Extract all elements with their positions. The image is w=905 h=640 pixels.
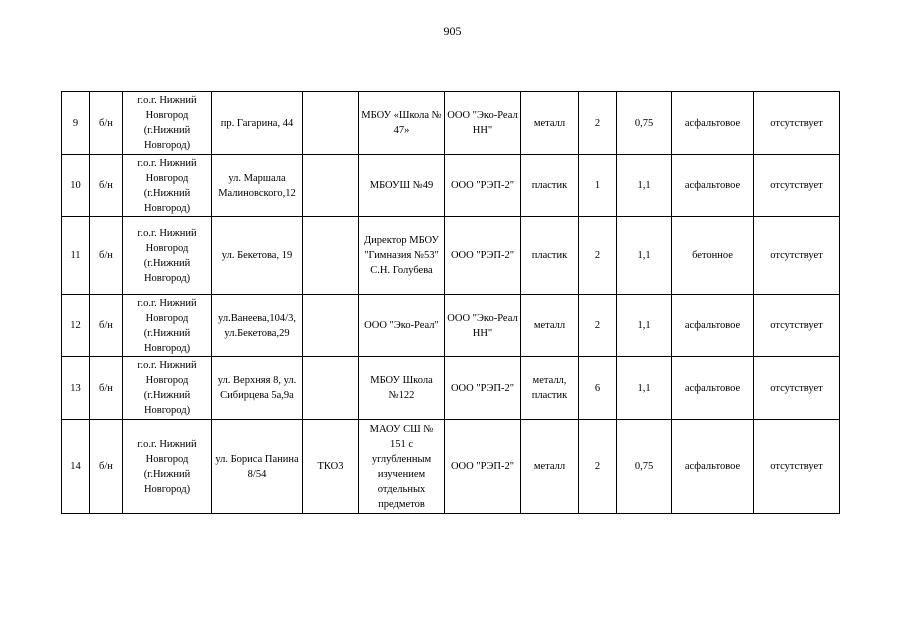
cell-kind [303, 295, 359, 357]
cell-surface: асфальтовое [672, 155, 754, 217]
cell-address: ул.Ванеева,104/3, ул.Бекетова,29 [212, 295, 303, 357]
cell-address: ул. Бекетова, 19 [212, 217, 303, 295]
cell-reg: б/н [90, 420, 123, 514]
cell-count: 6 [579, 357, 617, 420]
cell-count: 1 [579, 155, 617, 217]
cell-volume: 1,1 [617, 295, 672, 357]
page-number: 905 [443, 24, 462, 38]
cell-owner: МБОУ Школа №122 [359, 357, 445, 420]
cell-kind [303, 357, 359, 420]
cell-kind [303, 217, 359, 295]
cell-volume: 0,75 [617, 420, 672, 514]
cell-num: 14 [62, 420, 90, 514]
cell-municipality: г.о.г. Нижний Новгород (г.Нижний Новгород) [123, 217, 212, 295]
cell-surface: асфальтовое [672, 295, 754, 357]
table-row [62, 217, 840, 295]
cell-num: 12 [62, 295, 90, 357]
cell-operator: ООО "Эко-Реал НН" [445, 295, 521, 357]
cell-reg: б/н [90, 155, 123, 217]
cell-reg: б/н [90, 92, 123, 155]
table-row [62, 92, 840, 155]
cell-owner: МАОУ СШ № 151 с углубленным изучением отдельных предметов [359, 420, 445, 514]
cell-owner: МБОУ «Школа № 47» [359, 92, 445, 155]
cell-material: металл [521, 92, 579, 155]
table-row [62, 420, 840, 514]
cell-reg: б/н [90, 217, 123, 295]
cell-reg: б/н [90, 295, 123, 357]
cell-municipality: г.о.г. Нижний Новгород (г.Нижний Новгород) [123, 420, 212, 514]
cell-operator: ООО "РЭП-2" [445, 217, 521, 295]
cell-address: ул. Верхняя 8, ул. Сибирцева 5а,9а [212, 357, 303, 420]
cell-surface: асфальтовое [672, 357, 754, 420]
cell-kind [303, 92, 359, 155]
cell-municipality: г.о.г. Нижний Новгород (г.Нижний Новгород) [123, 357, 212, 420]
cell-operator: ООО "РЭП-2" [445, 155, 521, 217]
cell-municipality: г.о.г. Нижний Новгород (г.Нижний Новгород) [123, 295, 212, 357]
cell-fence: отсутствует [754, 295, 840, 357]
registry-table [61, 91, 840, 514]
cell-kind: ТКО3 [303, 420, 359, 514]
cell-volume: 1,1 [617, 155, 672, 217]
cell-num: 9 [62, 92, 90, 155]
cell-volume: 1,1 [617, 217, 672, 295]
cell-fence: отсутствует [754, 92, 840, 155]
cell-fence: отсутствует [754, 420, 840, 514]
cell-fence: отсутствует [754, 357, 840, 420]
cell-fence: отсутствует [754, 155, 840, 217]
cell-volume: 1,1 [617, 357, 672, 420]
table-row [62, 295, 840, 357]
cell-kind [303, 155, 359, 217]
cell-municipality: г.о.г. Нижний Новгород (г.Нижний Новгород) [123, 92, 212, 155]
cell-address: пр. Гагарина, 44 [212, 92, 303, 155]
cell-material: металл [521, 295, 579, 357]
cell-municipality: г.о.г. Нижний Новгород (г.Нижний Новгород) [123, 155, 212, 217]
cell-material: пластик [521, 217, 579, 295]
cell-num: 10 [62, 155, 90, 217]
cell-count: 2 [579, 420, 617, 514]
cell-operator: ООО "РЭП-2" [445, 420, 521, 514]
cell-count: 2 [579, 92, 617, 155]
table-row [62, 155, 840, 217]
cell-reg: б/н [90, 357, 123, 420]
cell-address: ул. Маршала Малиновского,12 [212, 155, 303, 217]
cell-count: 2 [579, 217, 617, 295]
cell-material: металл, пластик [521, 357, 579, 420]
cell-owner: Директор МБОУ "Гимназия №53" С.Н. Голубева [359, 217, 445, 295]
cell-surface: бетонное [672, 217, 754, 295]
cell-owner: ООО "Эко-Реал" [359, 295, 445, 357]
cell-operator: ООО "РЭП-2" [445, 357, 521, 420]
cell-material: пластик [521, 155, 579, 217]
cell-num: 11 [62, 217, 90, 295]
cell-volume: 0,75 [617, 92, 672, 155]
cell-num: 13 [62, 357, 90, 420]
cell-fence: отсутствует [754, 217, 840, 295]
cell-count: 2 [579, 295, 617, 357]
cell-owner: МБОУШ №49 [359, 155, 445, 217]
cell-operator: ООО "Эко-Реал НН" [445, 92, 521, 155]
table-row [62, 357, 840, 420]
cell-address: ул. Бориса Панина 8/54 [212, 420, 303, 514]
cell-material: металл [521, 420, 579, 514]
cell-surface: асфальтовое [672, 420, 754, 514]
cell-surface: асфальтовое [672, 92, 754, 155]
